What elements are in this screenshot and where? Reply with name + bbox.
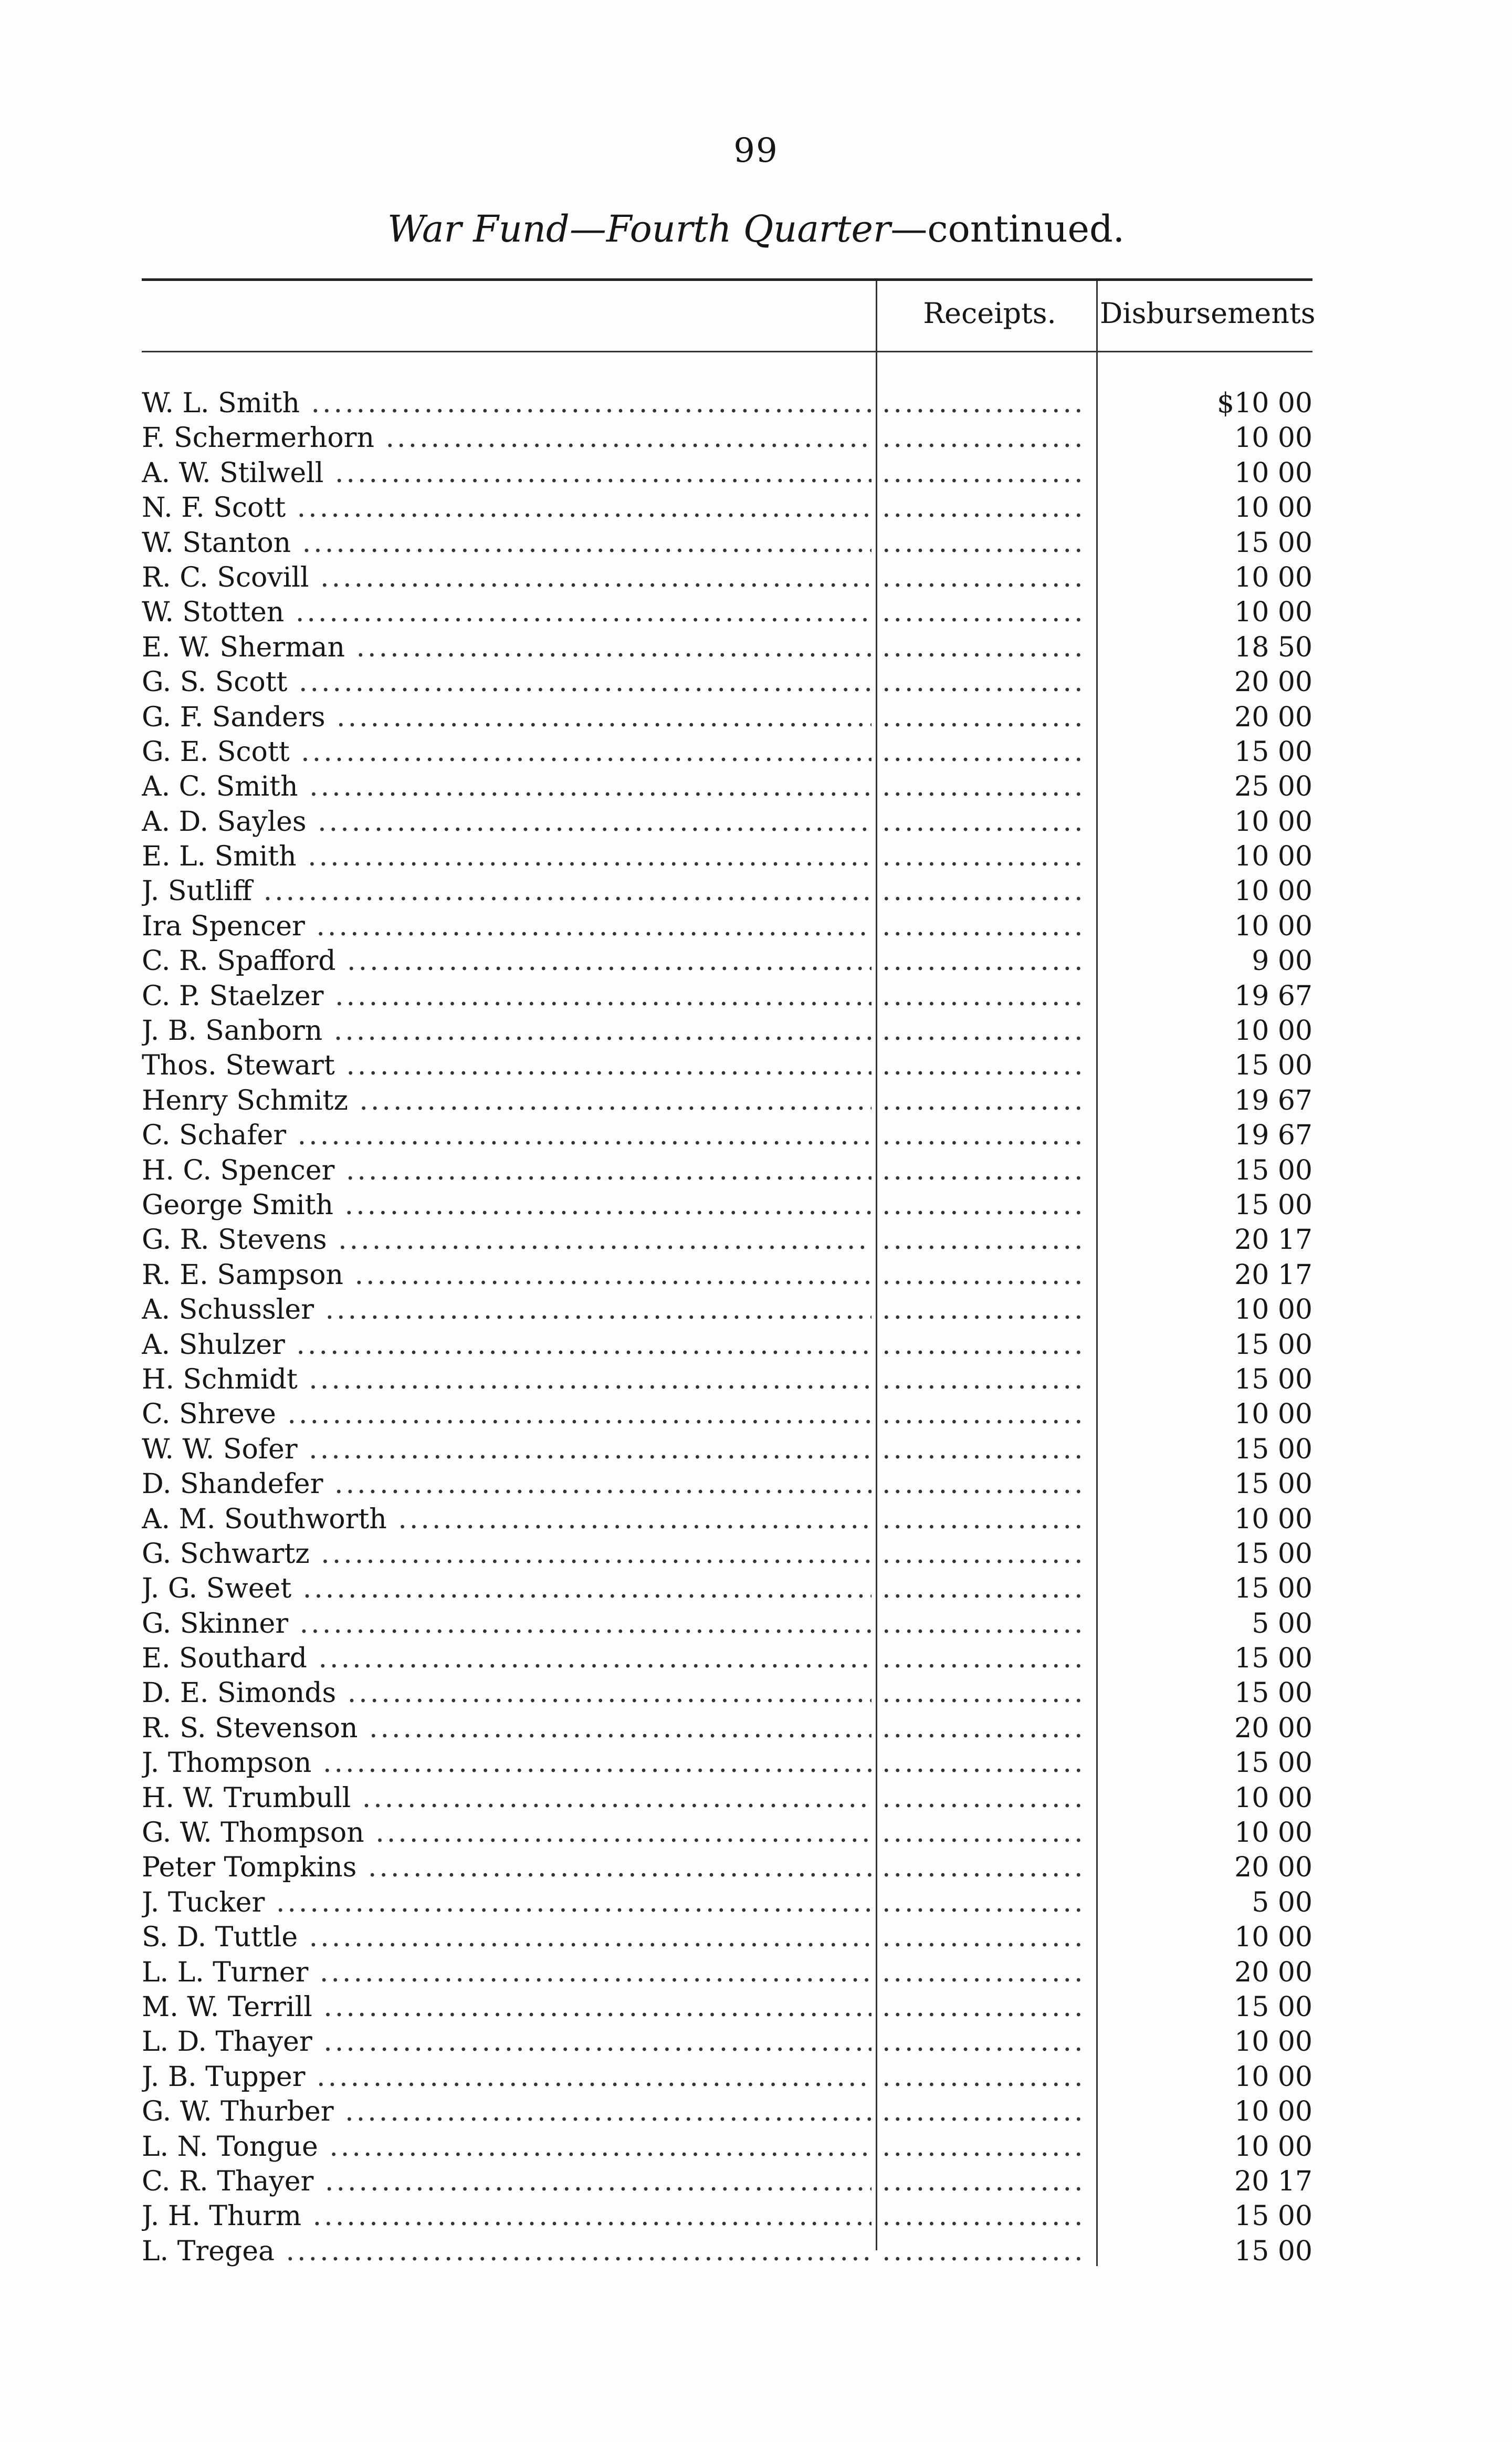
disbursement-amount: 10 00 (1234, 910, 1312, 942)
payee-name: J. Tucker ..... (142, 1885, 872, 1920)
receipts-cell (882, 1432, 1082, 1467)
disbursement-amount: 15 00 (1234, 1468, 1312, 1500)
page-title (0, 207, 1512, 251)
receipts-cell (882, 2060, 1082, 2094)
receipts-cell (882, 1397, 1082, 1432)
disbursement-amount: 10 00 (1234, 1503, 1312, 1535)
table-row (142, 1397, 1312, 1432)
receipts-column-header: Receipts. (923, 297, 1056, 330)
table-row (142, 1781, 1312, 1815)
payee-name: C. Schafer ..... (142, 1118, 872, 1153)
table-row (142, 1188, 1312, 1223)
payee-name: S. D. Tuttle ..... (142, 1920, 872, 1955)
receipts-cell (882, 1292, 1082, 1327)
payee-name: G. Schwartz ..... (142, 1537, 872, 1571)
payee-name: H. W. Trumbull ..... (142, 1781, 872, 1815)
table-row (142, 735, 1312, 769)
disbursement-amount: 20 00 (1234, 1956, 1312, 1988)
table-row (142, 979, 1312, 1014)
disbursement-amount: 10 00 (1234, 1922, 1312, 1954)
disbursement-amount: 10 00 (1234, 2096, 1312, 2128)
disbursement-amount: 25 00 (1234, 771, 1312, 803)
disbursement-amount: 20 00 (1234, 1852, 1312, 1884)
disbursement-amount: 10 00 (1234, 1294, 1312, 1326)
table-row (142, 1258, 1312, 1292)
table-row (142, 526, 1312, 560)
disbursement-amount: 10 00 (1234, 1817, 1312, 1849)
receipts-cell (882, 560, 1082, 595)
receipts-cell (882, 1990, 1082, 2024)
disbursement-amount: 19 67 (1234, 1084, 1312, 1116)
receipts-cell (882, 2164, 1082, 2199)
receipts-cell (882, 1153, 1082, 1188)
disbursement-amount: 15 00 (1234, 527, 1312, 559)
table-top-rule (142, 278, 1312, 281)
table-row (142, 1502, 1312, 1537)
disbursement-amount: 15 00 (1234, 1050, 1312, 1082)
table-row (142, 1537, 1312, 1571)
table-row (142, 456, 1312, 491)
receipts-cell (882, 1328, 1082, 1362)
payee-name: Peter Tompkins ..... (142, 1850, 872, 1885)
disbursement-amount: 15 00 (1234, 1991, 1312, 2023)
payee-name: W. L. Smith ..... (142, 386, 872, 421)
payee-name: J. B. Tupper ..... (142, 2060, 872, 2094)
receipts-cell (882, 1083, 1082, 1118)
payee-name: G. S. Scott ..... (142, 665, 872, 700)
disbursement-amount: 10 00 (1234, 1015, 1312, 1047)
receipts-cell (882, 526, 1082, 560)
receipts-cell (882, 805, 1082, 839)
payee-name: R. E. Sampson ..... (142, 1258, 872, 1292)
disbursement-amount: 10 00 (1234, 841, 1312, 873)
payee-name: A. Shulzer ..... (142, 1328, 872, 1362)
table-row (142, 1815, 1312, 1850)
receipts-cell (882, 1571, 1082, 1606)
disbursement-amount: 10 00 (1234, 2026, 1312, 2058)
receipts-cell (882, 1746, 1082, 1780)
table-row (142, 595, 1312, 630)
receipts-cell (882, 2234, 1082, 2269)
payee-name: C. R. Thayer ..... (142, 2164, 872, 2199)
receipts-cell (882, 909, 1082, 944)
table-row (142, 1606, 1312, 1641)
receipts-cell (882, 1362, 1082, 1397)
disbursement-amount: 20 17 (1234, 2165, 1312, 2197)
disbursement-amount: 20 00 (1234, 666, 1312, 698)
disbursement-amount: 10 00 (1234, 422, 1312, 454)
receipts-cell (882, 1815, 1082, 1850)
receipts-cell (882, 1955, 1082, 1990)
disbursement-amount: 10 00 (1234, 561, 1312, 593)
receipts-cell (882, 630, 1082, 665)
receipts-cell (882, 2199, 1082, 2234)
disbursement-amount: 10 00 (1234, 1782, 1312, 1814)
payee-name: R. S. Stevenson ..... (142, 1711, 872, 1746)
disbursement-amount: 20 00 (1234, 1712, 1312, 1744)
title-fund-quarter: War Fund—Fourth Quarter (387, 207, 891, 251)
disbursement-amount: $10 00 (1217, 388, 1312, 419)
payee-name: G. E. Scott ..... (142, 735, 872, 769)
receipts-cell (882, 1502, 1082, 1537)
payee-name: G. Skinner ..... (142, 1606, 872, 1641)
payee-name: G. R. Stevens ..... (142, 1223, 872, 1257)
disbursement-amount: 5 00 (1252, 1608, 1312, 1640)
payee-name: L. D. Thayer ..... (142, 2024, 872, 2059)
payee-name: M. W. Terrill ..... (142, 1990, 872, 2024)
disbursement-amount: 19 67 (1234, 980, 1312, 1012)
table-row (142, 1571, 1312, 1606)
payee-name: C. P. Staelzer ..... (142, 979, 872, 1014)
payee-name: G. F. Sanders ..... (142, 700, 872, 735)
receipts-cell (882, 2024, 1082, 2059)
payee-name: N. F. Scott ..... (142, 491, 872, 525)
receipts-cell (882, 1188, 1082, 1223)
payee-name: A. W. Stilwell ..... (142, 456, 872, 491)
receipts-cell (882, 735, 1082, 769)
receipts-cell (882, 1606, 1082, 1641)
disbursement-amount: 10 00 (1234, 806, 1312, 838)
receipts-cell (882, 456, 1082, 491)
disbursement-amount: 15 00 (1234, 1433, 1312, 1465)
receipts-cell (882, 874, 1082, 909)
disbursement-amount: 5 00 (1252, 1886, 1312, 1918)
payee-name: G. W. Thurber ..... (142, 2094, 872, 2129)
table-row (142, 909, 1312, 944)
table-row (142, 874, 1312, 909)
receipts-cell (882, 386, 1082, 421)
table-row (142, 1676, 1312, 1710)
disbursement-amount: 20 17 (1234, 1224, 1312, 1256)
table-row (142, 1920, 1312, 1955)
receipts-cell (882, 1048, 1082, 1083)
disbursement-amount: 18 50 (1234, 631, 1312, 663)
table-row (142, 1328, 1312, 1362)
disbursement-amount: 10 00 (1234, 2131, 1312, 2163)
table-row (142, 1048, 1312, 1083)
payee-name: W. Stotten ..... (142, 595, 872, 630)
table-row (142, 944, 1312, 978)
table-row (142, 2130, 1312, 2164)
payee-name: W. W. Sofer ..... (142, 1432, 872, 1467)
receipts-cell (882, 944, 1082, 978)
disbursement-amount: 15 00 (1234, 1573, 1312, 1605)
disbursement-amount: 9 00 (1252, 945, 1312, 977)
receipts-cell (882, 1920, 1082, 1955)
disbursement-amount: 10 00 (1234, 1399, 1312, 1431)
receipts-cell (882, 665, 1082, 700)
table-row (142, 839, 1312, 874)
table-row (142, 1432, 1312, 1467)
table-row (142, 769, 1312, 804)
payee-name: J. G. Sweet ..... (142, 1571, 872, 1606)
disbursement-amount: 10 00 (1234, 875, 1312, 907)
table-row (142, 1118, 1312, 1153)
payee-name: E. L. Smith ..... (142, 839, 872, 874)
payee-name: G. W. Thompson ..... (142, 1815, 872, 1850)
disbursement-amount: 15 00 (1234, 1363, 1312, 1395)
title-continued: —continued. (890, 207, 1125, 251)
table-row (142, 1955, 1312, 1990)
receipts-cell (882, 1258, 1082, 1292)
receipts-cell (882, 1885, 1082, 1920)
payee-name: E. Southard ..... (142, 1641, 872, 1676)
table-row (142, 1885, 1312, 1920)
payee-name: J. Sutliff ..... (142, 874, 872, 909)
receipts-cell (882, 839, 1082, 874)
table-row (142, 630, 1312, 665)
disbursement-amount: 10 00 (1234, 457, 1312, 489)
table-row (142, 491, 1312, 525)
table-row (142, 1641, 1312, 1676)
receipts-cell (882, 1467, 1082, 1501)
receipts-cell (882, 1711, 1082, 1746)
payee-name: L. Tregea ..... (142, 2234, 872, 2269)
table-row (142, 1850, 1312, 1885)
receipts-cell (882, 1014, 1082, 1048)
table-row (142, 386, 1312, 421)
table-row (142, 560, 1312, 595)
table-row (142, 1467, 1312, 1501)
disbursement-amount: 15 00 (1234, 1643, 1312, 1675)
disbursement-amount: 20 00 (1234, 701, 1312, 733)
disbursement-amount: 15 00 (1234, 736, 1312, 768)
payee-name: R. C. Scovill ..... (142, 560, 872, 595)
receipts-cell (882, 979, 1082, 1014)
table-row (142, 665, 1312, 700)
disbursement-amount: 15 00 (1234, 2235, 1312, 2267)
disbursement-amount: 20 17 (1234, 1259, 1312, 1291)
disbursement-amount: 15 00 (1234, 1538, 1312, 1570)
receipts-cell (882, 1850, 1082, 1885)
payee-name: J. Thompson ..... (142, 1746, 872, 1780)
table-row (142, 1292, 1312, 1327)
receipts-cell (882, 1537, 1082, 1571)
receipts-cell (882, 2094, 1082, 2129)
payee-name: C. R. Spafford ..... (142, 944, 872, 978)
payee-name: A. Schussler ..... (142, 1292, 872, 1327)
table-row (142, 2024, 1312, 2059)
disbursement-amount: 15 00 (1234, 2200, 1312, 2232)
payee-name: A. M. Southworth ..... (142, 1502, 872, 1537)
table-row (142, 2164, 1312, 2199)
table-row (142, 421, 1312, 455)
payee-name: C. Shreve ..... (142, 1397, 872, 1432)
payee-name: J. H. Thurm ..... (142, 2199, 872, 2234)
table-row (142, 1990, 1312, 2024)
disbursement-amount: 19 67 (1234, 1120, 1312, 1152)
table-row (142, 2234, 1312, 2269)
disbursement-amount: 10 00 (1234, 597, 1312, 629)
payee-name: H. Schmidt ..... (142, 1362, 872, 1397)
payee-name: George Smith ..... (142, 1188, 872, 1223)
payee-name: D. Shandefer ..... (142, 1467, 872, 1501)
receipts-cell (882, 1223, 1082, 1257)
receipts-cell (882, 595, 1082, 630)
disbursement-amount: 15 00 (1234, 1189, 1312, 1221)
payee-name: D. E. Simonds ..... (142, 1676, 872, 1710)
table-row (142, 805, 1312, 839)
table-row (142, 1223, 1312, 1257)
receipts-cell (882, 1781, 1082, 1815)
table-row (142, 1083, 1312, 1118)
payee-name: L. L. Turner ..... (142, 1955, 872, 1990)
header-rule (142, 351, 1312, 352)
table-row (142, 2094, 1312, 2129)
receipts-cell (882, 1641, 1082, 1676)
payee-name: H. C. Spencer ..... (142, 1153, 872, 1188)
payee-name: L. N. Tongue ..... (142, 2130, 872, 2164)
payee-name: Ira Spencer ..... (142, 909, 872, 944)
disbursements-column-header: Disbursements (1100, 297, 1316, 330)
payee-name: A. C. Smith ..... (142, 769, 872, 804)
ledger-table (142, 386, 1312, 2269)
payee-name: Thos. Stewart ..... (142, 1048, 872, 1083)
receipts-cell (882, 491, 1082, 525)
page-number: 99 (733, 131, 779, 170)
payee-name: J. B. Sanborn ..... (142, 1014, 872, 1048)
table-row (142, 1014, 1312, 1048)
disbursement-amount: 15 00 (1234, 1747, 1312, 1779)
payee-name: E. W. Sherman ..... (142, 630, 872, 665)
table-row (142, 1746, 1312, 1780)
receipts-cell (882, 1118, 1082, 1153)
receipts-cell (882, 2130, 1082, 2164)
payee-name: W. Stanton ..... (142, 526, 872, 560)
disbursement-amount: 10 00 (1234, 492, 1312, 524)
receipts-cell (882, 700, 1082, 735)
table-row (142, 1711, 1312, 1746)
disbursement-amount: 15 00 (1234, 1329, 1312, 1361)
disbursement-amount: 15 00 (1234, 1154, 1312, 1186)
receipts-cell (882, 421, 1082, 455)
table-row (142, 1362, 1312, 1397)
receipts-cell (882, 769, 1082, 804)
table-row (142, 2199, 1312, 2234)
payee-name: A. D. Sayles ..... (142, 805, 872, 839)
table-row (142, 700, 1312, 735)
table-row (142, 1153, 1312, 1188)
disbursement-amount: 10 00 (1234, 2061, 1312, 2093)
payee-name: F. Schermerhorn ..... (142, 421, 872, 455)
disbursement-amount: 15 00 (1234, 1677, 1312, 1709)
payee-name: Henry Schmitz ..... (142, 1083, 872, 1118)
receipts-cell (882, 1676, 1082, 1710)
table-row (142, 2060, 1312, 2094)
